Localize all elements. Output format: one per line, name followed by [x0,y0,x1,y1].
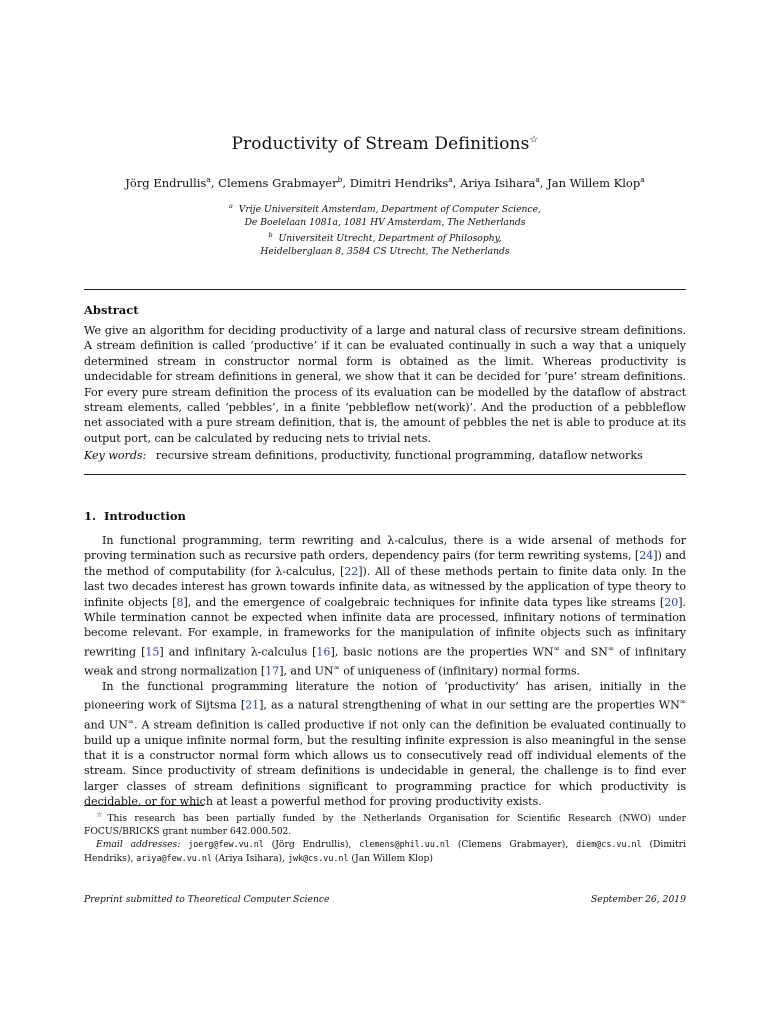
author: Dimitri Hendriks [349,175,449,190]
affiliations: $^a$ Vrije Universiteit Amsterdam, Department of Computer Science, De Boelelaan 1081a, 1081 HV Amsterdam, The Netherlands $^b$ Universiteit Utrecht, Department of Philosophy, Heidelberglaan 8, 3584 CS Utrecht, The Netherlands [229,202,541,257]
funding-note: ☆This research has been partially funded by the Netherlands Organisation for Scientific Research (NWO) under FOCUS/BRICKS grant number 642.000.502. [84,810,686,837]
email-addresses: Email addresses: joerg@few.vu.nl (Jörg Endrullis), clemens@phil.uu.nl (Clemens Grabmayer), diem@cs.vu.nl (Dimitri Hendriks), ariya@few.vu.nl (Ariya Isihara), jwk@cs.vu.nl (Jan Willem Klop) [84,839,687,864]
email-link[interactable]: diem@cs.vu.nl [576,839,642,850]
introduction-text [84,533,686,810]
affiliation-a-line2: De Boelelaan 1081a, 1081 HV Amsterdam, The Netherlands [244,216,526,228]
citation-link[interactable]: 24 [639,549,654,563]
keywords-text: recursive stream definitions, productivity, functional programming, dataflow networks [155,449,643,462]
keywords-label: Key words: [84,449,147,462]
abstract-body: We give an algorithm for deciding productivity of a large and natural class of recursive stream definitions. A stream definition is called ‘productive’ if it can be evaluated continually in such a way that a uniquely determined stream in constructor normal form is obtained as the limit. Whereas productivity is undecidable for stream definitions in general, we show that it can be decided for ‘pure’ stream definitions. For every pure stream definition the process of its evaluation can be modelled by the dataflow of abstract stream elements, called ‘pebbles’, in a finite ‘pebbleflow net(work)’. And the production of a pebbleflow net associated with a pure stream definition, that is, the amount of pebbles the net is able to produce at its output port, can be calculated by reducing nets to trivial nets. [84,324,686,445]
preprint-note: Preprint submitted to Theoretical Computer Science [84,894,330,905]
keywords [84,449,686,462]
author-list: Jörg Endrullis$^a$, Clemens Grabmayer$^b$, Dimitri Hendriks$^a$, Ariya Isihara$^a$, Jan Willem Klop$^a$ [125,175,645,190]
affiliation-b-line1: Universiteit Utrecht, Department of Philosophy, [278,233,502,245]
abstract-heading: Abstract [84,303,139,317]
citation-link[interactable]: 16 [316,645,331,659]
footnote [84,809,686,865]
citation-link[interactable]: 20 [664,595,679,609]
abstract-bottom-rule [84,474,686,475]
email-link[interactable]: ariya@few.vu.nl [136,852,212,863]
author: Jan Willem Klop [547,175,641,190]
section-heading: 1. Introduction [84,509,186,523]
author: Ariya Isihara [460,175,536,190]
affiliation-b-line2: Heidelberglaan 8, 3584 CS Utrecht, The Netherlands [260,245,510,257]
email-link[interactable]: jwk@cs.vu.nl [287,852,349,863]
abstract-top-rule [84,289,686,290]
citation-link[interactable]: 22 [344,564,359,578]
paragraph: In functional programming, term rewriting and λ-calculus, there is a wide arsenal of methods for proving termination such as recursive path orders, dependency pairs (for term rewriting systems, [24]) and the method of computability (for λ-calculus, [22]). All of these methods pertain to finite data only. In the last two decades interest has grown towards infinite data, as witnessed by the application of type theory to infinite objects [8], and the emergence of coalgebraic techniques for infinite data types like streams [20]. While termination cannot be expected when infinite data are processed, infinitary notions of termination become relevant. For example, in frameworks for the manipulation of infinite objects such as infinitary rewriting [15] and infinitary λ-calculus [16], basic notions are the properties WN∞ and SN∞ of infinitary weak and strong normalization [17], and UN∞ of uniqueness of (infinitary) normal forms. [84,534,686,678]
paper-title: Productivity of Stream Definitions☆ [231,134,539,154]
citation-link[interactable]: 17 [265,664,280,678]
affiliation-a-line1: Vrije Universiteit Amsterdam, Department of Computer Science, [238,204,541,216]
author: Clemens Grabmayer [218,175,338,190]
footnote-rule [84,805,204,806]
author: Jörg Endrullis [125,175,207,190]
paragraph: In the functional programming literature the notion of ‘productivity’ has arisen, initially in the pioneering work of Sijtsma [21], as a natural strengthening of what in our setting are the properties WN∞ and UN∞. A stream definition is called productive if not only can the definition be evaluated continually to build up a unique infinite normal form, but the resulting infinite expression is also meaningful in the sense that it is a constructor normal form which allows us to consecutively read off individual elements of the stream. Since productivity of stream definitions is undecidable in general, the challenge is to find ever larger classes of stream definitions significant to programming practice for which productivity is decidable, or for which at least a powerful method for proving productivity exists. [84,680,686,809]
citation-link[interactable]: 21 [245,699,260,713]
citation-link[interactable]: 15 [145,645,160,659]
title-footnote-mark: ☆ [529,134,539,146]
email-link[interactable]: joerg@few.vu.nl [188,839,264,850]
email-link[interactable]: clemens@phil.uu.nl [359,839,450,850]
citation-link[interactable]: 8 [176,595,184,609]
preprint-date: September 26, 2019 [591,894,686,905]
